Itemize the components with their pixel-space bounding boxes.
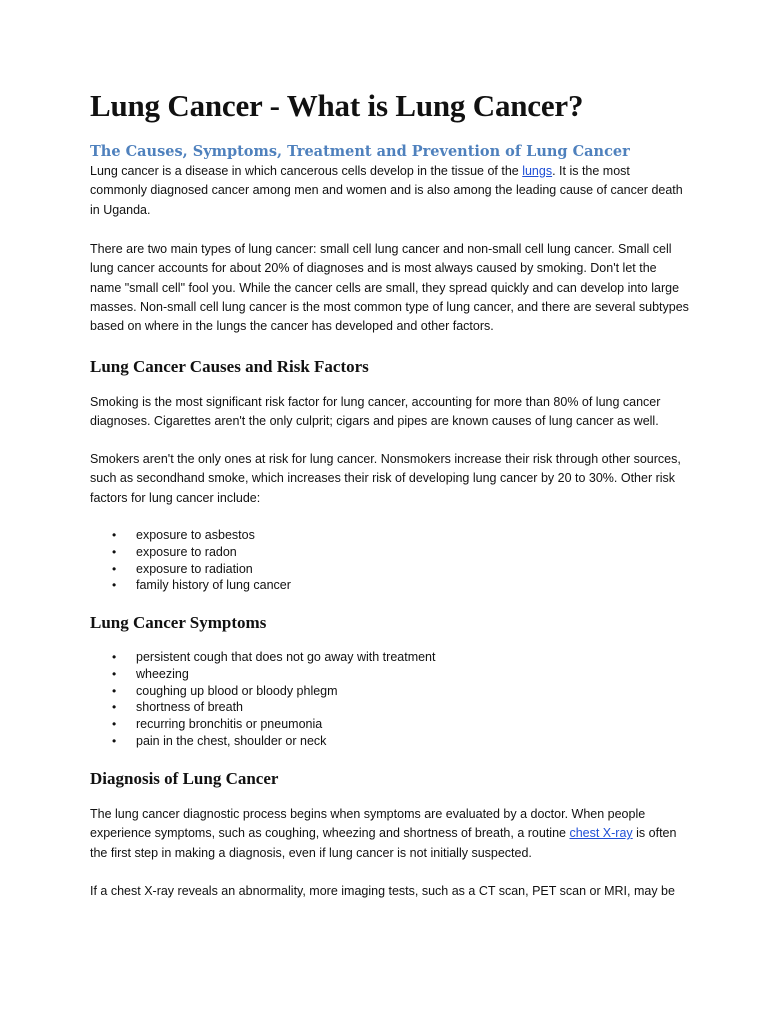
risk-factor-label: exposure to radiation	[136, 561, 253, 576]
list-item	[90, 683, 435, 700]
diagnosis-heading: Diagnosis of Lung Cancer	[90, 769, 279, 788]
intro-text-end: . It is the most commonly diagnosed cancer among men and women and is also among the leading cause of cancer death in Uganda.	[90, 164, 683, 217]
symptom-label: wheezing	[136, 666, 189, 681]
lungs-link[interactable]: lungs	[522, 164, 553, 178]
causes-paragraph-2: Smokers aren't the only ones at risk for lung cancer. Nonsmokers increase their risk through other sources, such as secondhand smoke, which increases their risk of developing lung cancer by 20 to 30%. Other risk factors for lung cancer include:	[90, 452, 681, 505]
intro-paragraph	[90, 162, 690, 220]
list-item	[90, 544, 291, 561]
risk-factor-label: family history of lung cancer	[136, 578, 291, 593]
bullet-icon: •	[112, 544, 117, 559]
risk-factor-label: exposure to asbestos	[136, 528, 255, 542]
risk-factor-list	[90, 527, 291, 594]
list-item	[90, 649, 435, 666]
causes-heading: Lung Cancer Causes and Risk Factors	[90, 357, 369, 376]
bullet-icon: •	[112, 700, 117, 715]
diagnosis-text-end: is often the first step in making a diagnosis, even if lung cancer is not initially suspected.	[90, 826, 677, 860]
symptom-label: shortness of breath	[136, 700, 244, 715]
list-item	[90, 561, 291, 578]
symptoms-heading: Lung Cancer Symptoms	[90, 613, 267, 632]
diagnosis-paragraph-2: If a chest X-ray reveals an abnormality, more imaging tests, such as a CT scan, PET scan or MRI, may be	[90, 884, 675, 898]
bullet-icon: •	[112, 561, 117, 576]
bullet-icon: •	[112, 683, 117, 698]
bullet-icon: •	[112, 666, 117, 681]
list-item	[90, 699, 435, 716]
symptom-label: coughing up blood or bloody phlegm	[136, 683, 338, 698]
bullet-icon: •	[112, 528, 117, 542]
diagnosis-text-start: The lung cancer diagnostic process begins when symptoms are evaluated by a doctor. When people experience symptoms, such as coughing, wheezing and shortness of breath, a routine	[90, 807, 646, 841]
symptom-label: persistent cough that does not go away with treatment	[136, 650, 436, 664]
list-item	[90, 666, 435, 683]
list-item	[90, 716, 435, 733]
symptom-label: pain in the chest, shoulder or neck	[136, 733, 327, 748]
intro-text-start: Lung cancer is a disease in which cancerous cells develop in the tissue of the	[90, 164, 523, 178]
types-paragraph: There are two main types of lung cancer: small cell lung cancer and non-small cell lung cancer. Small cell lung cancer accounts for about 20% of diagnoses and is most always caused by smoking. Don't let the name "small cell" fool you. While the cancer cells are small, they spread quickly and can develop into large masses. Non-small cell lung cancer is the most common type of lung cancer, and there are several subtypes based on where in the lungs the cancer has developed and other factors.	[90, 242, 689, 334]
chest-x-ray-link[interactable]: chest X-ray	[569, 826, 633, 841]
bullet-icon: •	[112, 733, 117, 748]
risk-factor-label: exposure to radon	[136, 544, 237, 559]
diagnosis-paragraph-1	[90, 805, 690, 863]
list-item	[90, 733, 435, 750]
symptom-label: recurring bronchitis or pneumonia	[136, 717, 323, 732]
symptom-list	[90, 649, 435, 750]
bullet-icon: •	[112, 650, 117, 664]
list-item	[90, 527, 291, 544]
bullet-icon: •	[112, 717, 117, 732]
causes-paragraph-1: Smoking is the most significant risk factor for lung cancer, accounting for more than 80% of lung cancer diagnoses. Cigarettes aren't the only culprit; cigars and pipes are known causes of lung cancer as well.	[90, 395, 661, 429]
page-title: Lung Cancer - What is Lung Cancer?	[90, 88, 584, 123]
page-subtitle: The Causes, Symptoms, Treatment and Prevention of Lung Cancer	[90, 143, 630, 160]
bullet-icon: •	[112, 578, 117, 593]
list-item	[90, 577, 291, 594]
